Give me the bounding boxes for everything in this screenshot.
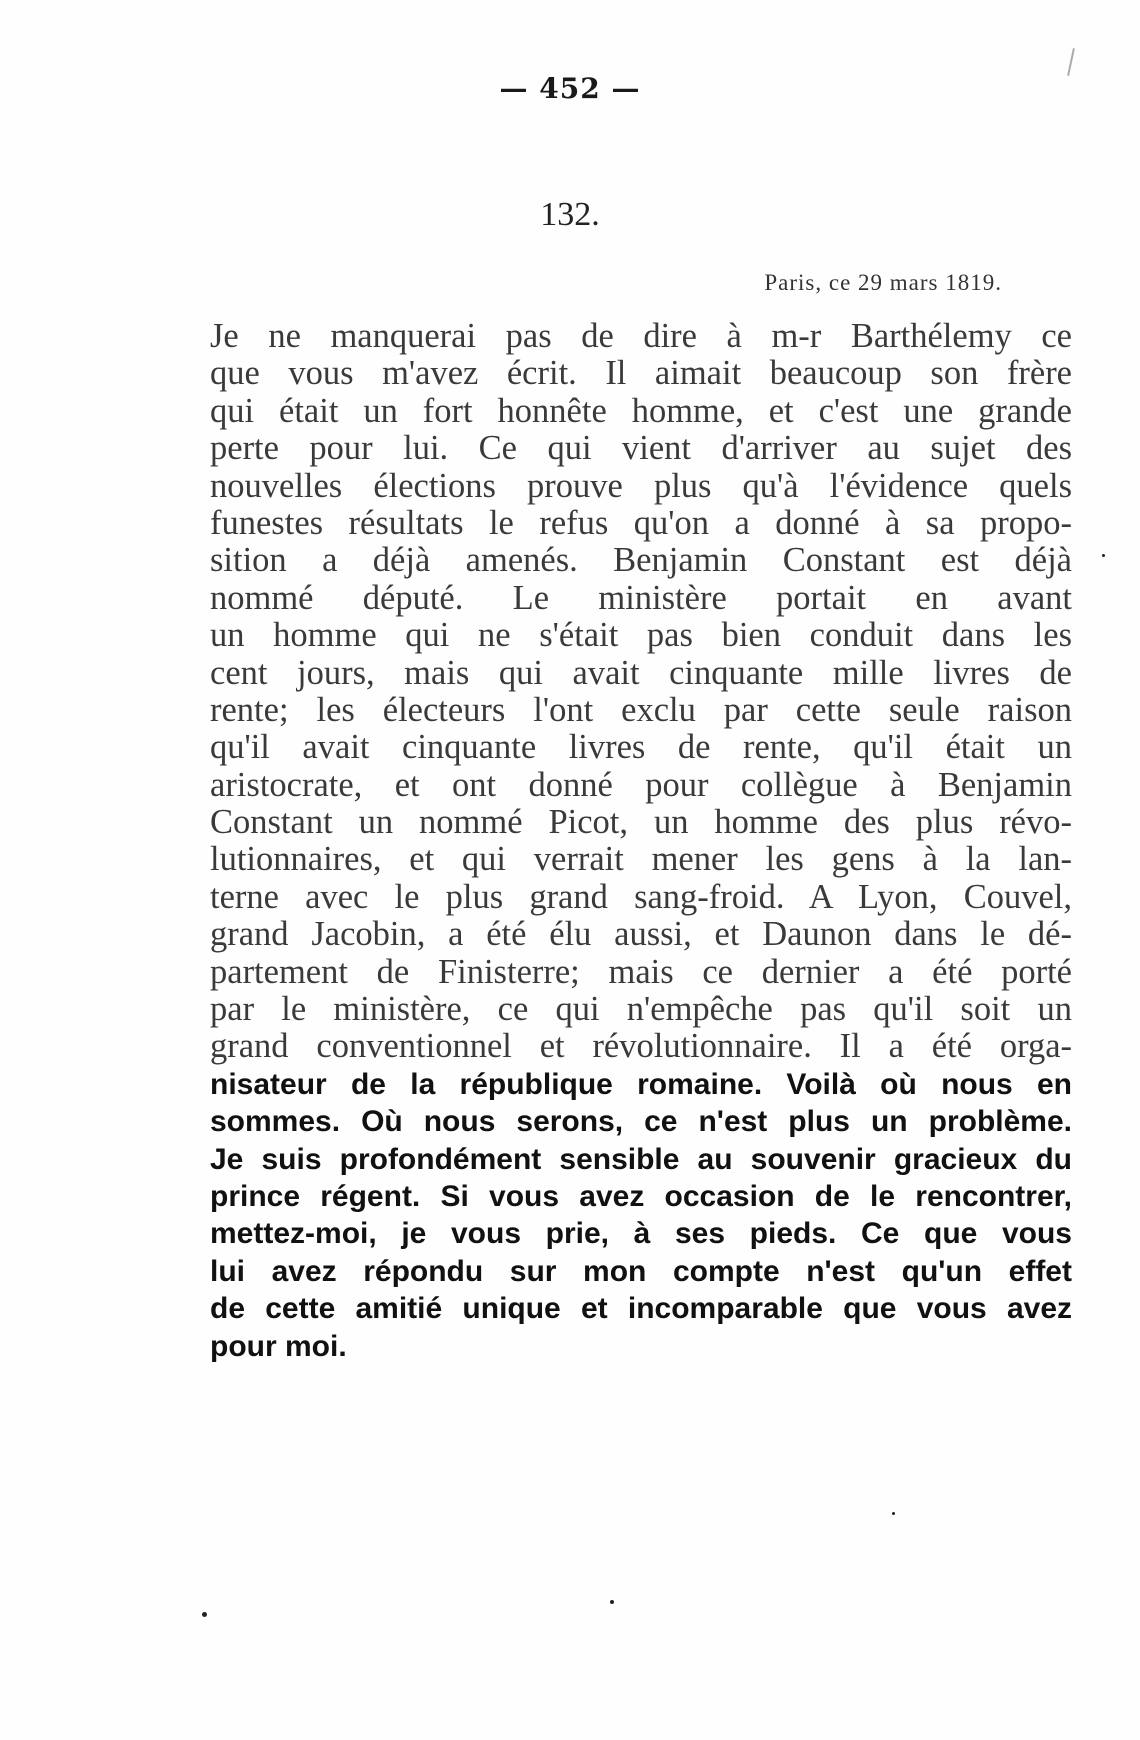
text-line: qu'il avait cinquante livres de rente, qu'il était un <box>210 728 1072 767</box>
text-line: nisateur de la république romaine. Voilà où nous en <box>210 1067 1072 1101</box>
text-line: Je suis profondément sensible au souvenir gracieux du <box>210 1142 1072 1176</box>
text-line: partement de Finisterre; mais ce dernier a été porté <box>210 952 1072 991</box>
ink-speck <box>202 1612 207 1617</box>
ink-speck <box>610 1600 614 1604</box>
text-line: qui était un fort honnête homme, et c'est une grande <box>210 391 1072 430</box>
text-line: Je ne manquerai pas de dire à m-r Barthélemy ce <box>210 317 1072 355</box>
text-line: rente; les électeurs l'ont exclu par cette seule raison <box>210 690 1072 729</box>
letter-dateline: Paris, ce 29 mars 1819. <box>764 270 1002 295</box>
text-line: terne avec le plus grand sang-froid. A Lyon, Couvel, <box>210 877 1072 916</box>
text-line: un homme qui ne s'était pas bien conduit dans les <box>210 616 1072 655</box>
text-line: Constant un nommé Picot, un homme des plus révo- <box>210 803 1072 842</box>
ink-speck <box>892 1512 895 1515</box>
text-line: sition a déjà amenés. Benjamin Constant est déjà <box>210 541 1072 580</box>
text-line: de cette amitié unique et incomparable que vous avez <box>210 1292 1072 1326</box>
text-line: funestes résultats le refus qu'on a donné à sa propo- <box>210 503 1072 542</box>
text-line: cent jours, mais qui avait cinquante mille livres de <box>210 653 1072 692</box>
text-line: grand conventionnel et révolutionnaire. Il a été orga- <box>210 1027 1072 1066</box>
page-number: — 452 — <box>499 72 641 105</box>
text-line: que vous m'avez écrit. Il aimait beaucoup son frère <box>210 354 1072 393</box>
text-line: lutionnaires, et qui verrait mener les gens à la lan- <box>210 840 1072 879</box>
text-line: pour moi. <box>210 1329 347 1363</box>
text-line: par le ministère, ce qui n'empêche pas qu'il soit un <box>210 990 1072 1029</box>
text-line: prince régent. Si vous avez occasion de le rencontrer, <box>210 1179 1072 1213</box>
text-line: perte pour lui. Ce qui vient d'arriver au sujet des <box>210 429 1072 468</box>
text-line: mettez-moi, je vous prie, à ses pieds. Ce que vous <box>210 1217 1072 1251</box>
text-line: aristocrate, et ont donné pour collègue à Benjamin <box>210 765 1072 804</box>
text-line: lui avez répondu sur mon compte n'est qu'un effet <box>210 1254 1072 1288</box>
ink-speck <box>1102 554 1105 557</box>
letter-number: 132. <box>540 196 600 233</box>
text-line: sommes. Où nous serons, ce n'est plus un problème. <box>210 1105 1072 1139</box>
text-line: grand Jacobin, a été élu aussi, et Daunon dans le dé- <box>210 915 1072 954</box>
text-line: nouvelles élections prouve plus qu'à l'évidence quels <box>210 466 1072 505</box>
text-line: nommé député. Le ministère portait en avant <box>210 578 1072 617</box>
letter-body <box>210 318 1072 1365</box>
